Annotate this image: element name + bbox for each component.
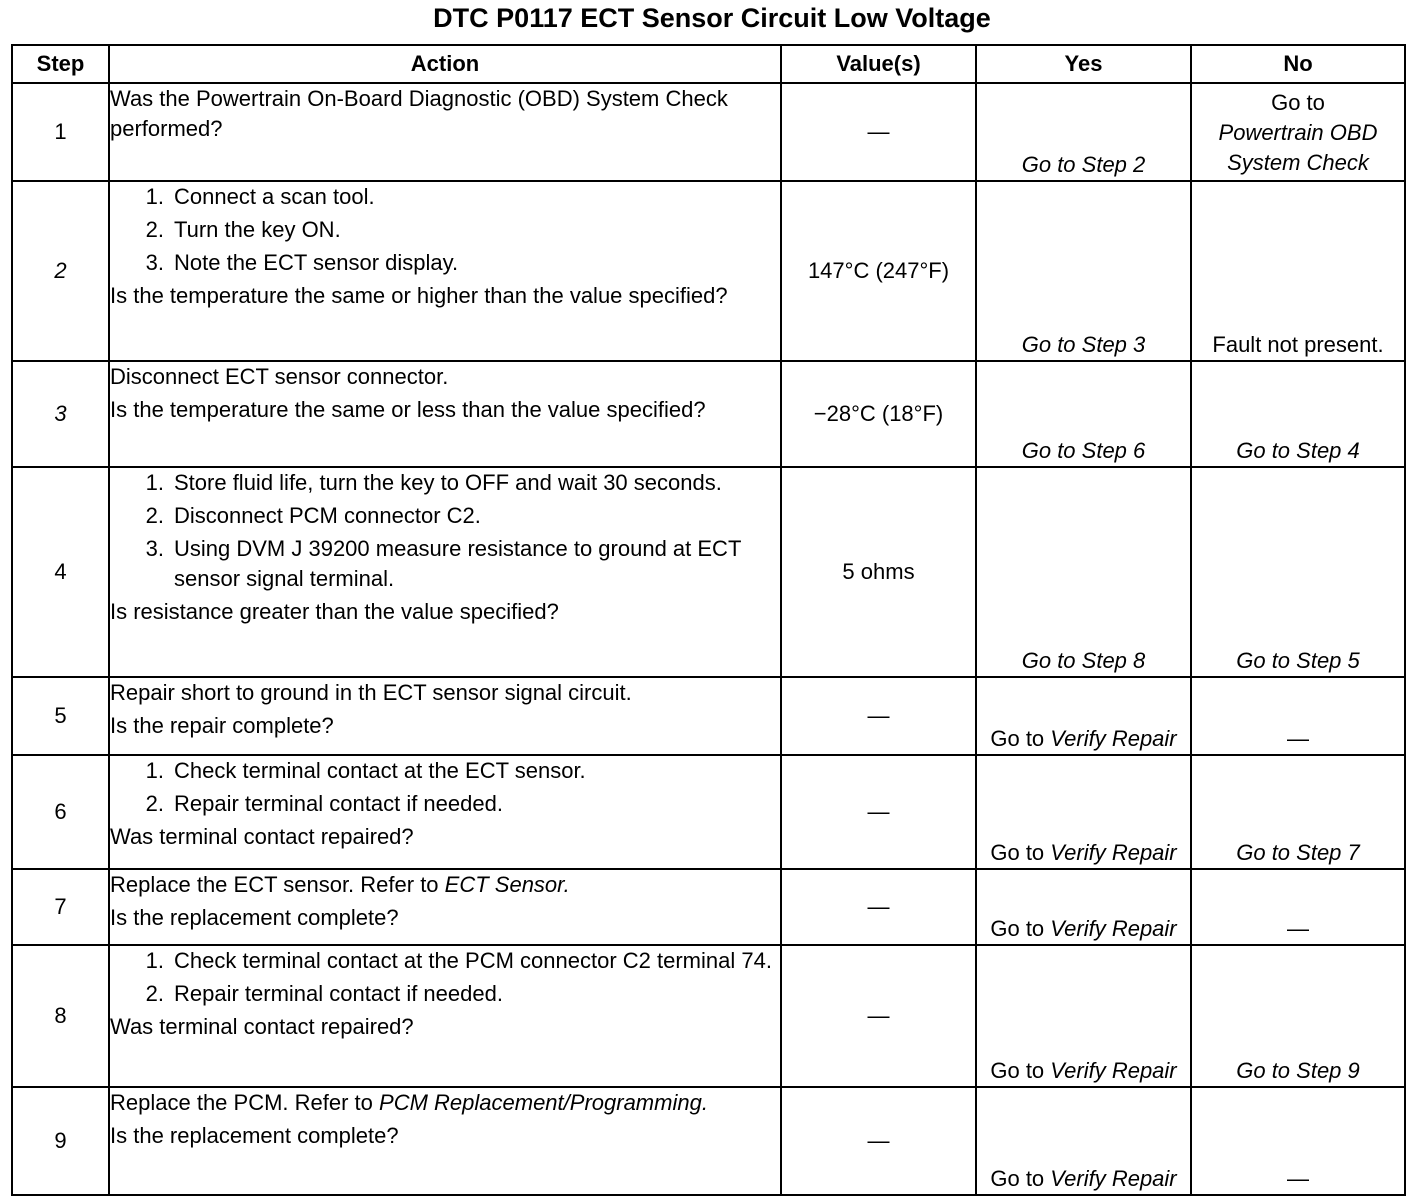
item-number: 2. [145,791,164,816]
value-cell: 147°C (247°F) [781,181,976,361]
action-text: Repair short to ground in th ECT sensor signal circuit. [110,680,632,705]
step-number: 2 [12,181,109,361]
header-row [12,45,1405,83]
action-list-item [110,468,780,498]
table-row [12,361,1405,467]
yes-link: Verify Repair [1050,916,1177,941]
item-text: Turn the key ON. [174,217,341,242]
header-step: Step [12,45,109,83]
item-text: Using DVM J 39200 measure resistance to ground at ECT sensor signal terminal. [174,536,741,591]
yes-prefix: Go to [990,726,1045,751]
table-row [12,755,1405,869]
step-number: 6 [12,755,109,869]
yes-cell [976,1087,1191,1195]
yes-link: Verify Repair [1050,726,1177,751]
value-cell: — [781,755,976,869]
action-cell [109,181,781,361]
action-question: Is the temperature the same or higher than the value specified? [110,283,728,308]
value-cell: — [781,677,976,755]
no-cell: Go to Step 5 [1191,467,1405,677]
action-text [110,870,780,900]
item-text: Check terminal contact at the ECT sensor. [174,758,586,783]
action-question: Is the replacement complete? [110,905,399,930]
action-cell [109,467,781,677]
item-number: 1. [145,758,164,783]
step-number: 5 [12,677,109,755]
header-value: Value(s) [781,45,976,83]
yes-cell: Go to Step 8 [976,467,1191,677]
action-list-item [110,215,780,245]
action-text: Was the Powertrain On-Board Diagnostic (OBD) System Check performed? [110,86,728,141]
yes-link: Verify Repair [1050,840,1177,865]
item-text: Store fluid life, turn the key to OFF and wait 30 seconds. [174,470,722,495]
action-question: Was terminal contact repaired? [110,824,414,849]
item-number: 3. [145,536,164,561]
action-cell [109,755,781,869]
step-number: 3 [12,361,109,467]
item-text: Repair terminal contact if needed. [174,981,503,1006]
value-cell: — [781,869,976,945]
action-list-item [110,248,780,278]
action-list-item [110,182,780,212]
item-number: 2. [145,503,164,528]
table-row [12,869,1405,945]
table-row [12,677,1405,755]
step-number: 8 [12,945,109,1087]
action-cell [109,361,781,467]
action-cell [109,677,781,755]
value-cell: — [781,83,976,181]
item-number: 1. [145,948,164,973]
action-list-item [110,501,780,531]
step-number: 7 [12,869,109,945]
action-reference: PCM Replacement/Programming. [379,1090,708,1115]
no-cell: — [1191,677,1405,755]
action-list-item [110,789,780,819]
item-text: Check terminal contact at the PCM connector C2 terminal 74. [174,948,772,973]
action-question: Is the repair complete? [110,713,334,738]
item-number: 2. [145,981,164,1006]
no-cell: — [1191,869,1405,945]
yes-cell: Go to Step 3 [976,181,1191,361]
action-cell [109,869,781,945]
action-text [110,1088,780,1118]
yes-cell [976,677,1191,755]
action-reference: ECT Sensor. [444,872,570,897]
step-number: 1 [12,83,109,181]
yes-link: Verify Repair [1050,1166,1177,1191]
yes-prefix: Go to [990,916,1045,941]
yes-prefix: Go to [990,1166,1045,1191]
yes-cell [976,755,1191,869]
value-cell: — [781,1087,976,1195]
yes-cell [976,869,1191,945]
yes-prefix: Go to [990,840,1045,865]
yes-cell: Go to Step 6 [976,361,1191,467]
no-cell [1191,83,1405,181]
action-cell [109,945,781,1087]
action-list-item [110,756,780,786]
action-question: Is resistance greater than the value specified? [110,599,559,624]
action-question: Is the replacement complete? [110,1123,399,1148]
item-text: Note the ECT sensor display. [174,250,459,275]
item-number: 2. [145,217,164,242]
item-number: 3. [145,250,164,275]
yes-cell [976,945,1191,1087]
diagnostic-table [11,44,1406,1196]
table-row [12,467,1405,677]
yes-cell: Go to Step 2 [976,83,1191,181]
yes-prefix: Go to [990,1058,1045,1083]
yes-link: Verify Repair [1050,1058,1177,1083]
step-number: 4 [12,467,109,677]
header-no: No [1191,45,1405,83]
action-text-prefix: Replace the PCM. Refer to [110,1090,373,1115]
action-cell [109,83,781,181]
table-row [12,83,1405,181]
action-list-item [110,534,780,594]
action-list-item [110,946,780,976]
item-number: 1. [145,184,164,209]
no-cell: Go to Step 9 [1191,945,1405,1087]
no-cell: Go to Step 7 [1191,755,1405,869]
no-cell: — [1191,1087,1405,1195]
action-cell [109,1087,781,1195]
value-cell: 5 ohms [781,467,976,677]
page-title: DTC P0117 ECT Sensor Circuit Low Voltage [433,3,991,33]
table-row [12,1087,1405,1195]
header-yes: Yes [976,45,1191,83]
no-cell: Go to Step 4 [1191,361,1405,467]
action-list-item [110,979,780,1009]
value-cell: — [781,945,976,1087]
action-text: Disconnect ECT sensor connector. [110,364,449,389]
table-row [12,945,1405,1087]
item-text: Disconnect PCM connector C2. [174,503,481,528]
action-question: Is the temperature the same or less than the value specified? [110,397,706,422]
table-row [12,181,1405,361]
item-text: Repair terminal contact if needed. [174,791,503,816]
action-question: Was terminal contact repaired? [110,1014,414,1039]
item-number: 1. [145,470,164,495]
no-link: Powertrain OBD System Check [1218,120,1378,175]
item-text: Connect a scan tool. [174,184,375,209]
value-cell: −28°C (18°F) [781,361,976,467]
action-text-prefix: Replace the ECT sensor. Refer to [110,872,439,897]
no-prefix: Go to [1271,90,1325,115]
step-number: 9 [12,1087,109,1195]
no-cell: Fault not present. [1191,181,1405,361]
header-action: Action [109,45,781,83]
